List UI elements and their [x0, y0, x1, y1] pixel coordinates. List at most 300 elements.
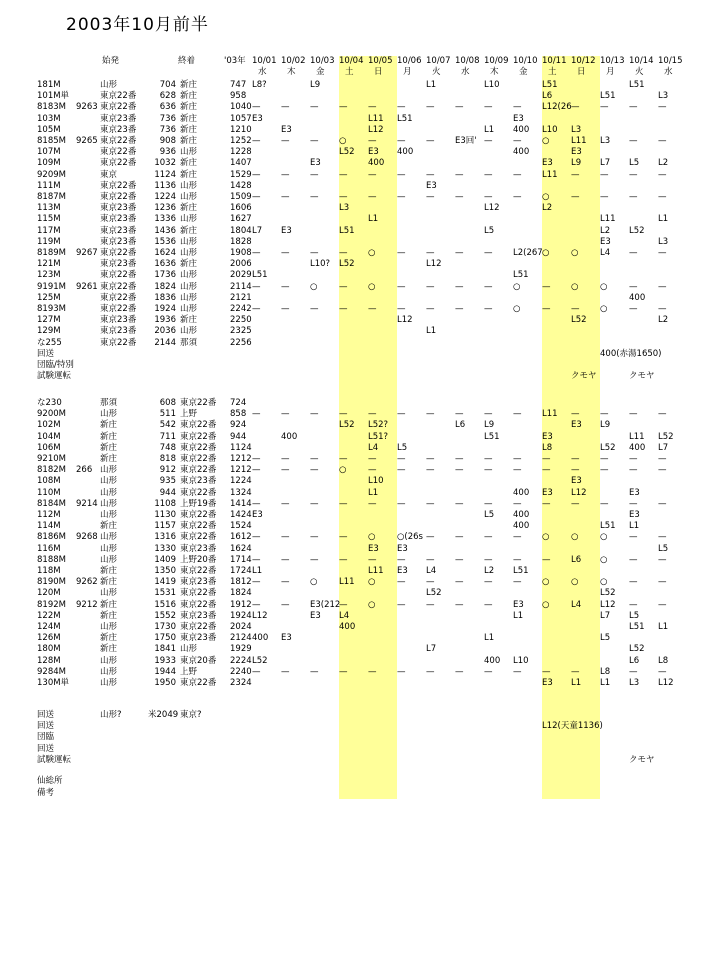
train-number: 125M: [37, 292, 61, 303]
departure-time: 1836: [154, 292, 176, 303]
day-cell: E3: [571, 147, 582, 158]
destination-station: 山形: [180, 644, 198, 655]
day-cell: —: [571, 102, 580, 113]
arrival-time: 1524: [230, 521, 252, 532]
day-cell: L11: [339, 577, 355, 588]
header-origin: 始発: [102, 56, 120, 66]
day-cell: —: [339, 102, 348, 113]
day-cell: —: [455, 599, 464, 610]
day-cell: L2: [542, 203, 553, 214]
day-cell: E3: [542, 678, 553, 688]
day-cell: E3: [397, 566, 408, 576]
train-sub-number: 9268: [76, 532, 98, 543]
day-cell: —: [426, 102, 435, 113]
departure-time: 1944: [154, 666, 176, 677]
day-cell: —: [368, 454, 377, 464]
day-cell: E3: [542, 431, 553, 442]
day-cell: L1: [513, 610, 524, 621]
day-cell: L1: [629, 521, 640, 532]
destination-station: 上野19番: [180, 498, 217, 509]
destination-station: 新庄: [180, 158, 198, 169]
day-cell: —: [397, 136, 406, 146]
header-date: 10/13: [600, 56, 625, 66]
train-number: 8184M: [37, 498, 66, 509]
day-cell: —: [252, 599, 261, 610]
day-cell: L6: [629, 655, 640, 666]
day-cell: —: [571, 409, 580, 420]
train-number: 8185M: [37, 136, 66, 146]
day-cell: L9: [600, 420, 611, 431]
day-cell: —: [658, 532, 667, 543]
day-cell: —: [629, 465, 638, 476]
day-cell: —: [397, 248, 406, 258]
train-number: 123M: [37, 270, 61, 281]
departure-time: 1336: [154, 214, 176, 225]
day-cell: —: [339, 454, 348, 464]
day-cell: —: [600, 192, 609, 202]
departure-time: 2036: [154, 326, 176, 337]
day-cell: L52: [629, 644, 645, 655]
special-label: 回送: [37, 721, 55, 732]
header-date: 10/05: [368, 56, 393, 66]
day-cell: L10: [368, 476, 384, 487]
day-cell: —: [310, 304, 319, 314]
arrival-time: 958: [230, 91, 247, 102]
day-cell: —: [339, 498, 348, 509]
day-cell: —: [397, 666, 406, 677]
day-cell: —: [571, 304, 580, 314]
departure-time: 628: [159, 91, 176, 102]
day-cell: —: [397, 554, 406, 565]
day-cell: 400: [629, 442, 646, 453]
day-cell: L11: [600, 214, 616, 225]
footer-label: 備考: [37, 788, 55, 798]
origin-station: 東京23番: [100, 315, 137, 326]
day-cell: L11: [629, 431, 645, 442]
destination-station: 東京22番: [180, 454, 217, 464]
day-cell: —: [310, 465, 319, 476]
destination-station: 那須: [180, 337, 198, 348]
origin-station: 東京23番: [100, 203, 137, 214]
special-note: クモヤ: [629, 754, 655, 765]
destination-station: 上野: [180, 666, 198, 677]
day-cell: —: [368, 465, 377, 476]
day-cell: L3: [658, 236, 669, 247]
day-cell: L11: [368, 113, 384, 124]
destination-station: 新庄: [180, 124, 198, 135]
day-cell: —: [397, 281, 406, 292]
day-cell: L3: [600, 136, 611, 146]
day-cell: —: [542, 304, 551, 314]
arrival-time: 944: [230, 431, 247, 442]
day-cell: —: [252, 304, 261, 314]
header-weekday: 水: [461, 67, 470, 77]
arrival-time: 1224: [230, 476, 252, 487]
day-cell: L52: [600, 588, 616, 599]
arrival-time: 2325: [230, 326, 252, 337]
train-number: 127M: [37, 315, 61, 326]
day-cell: —: [281, 102, 290, 113]
day-cell: —: [513, 465, 522, 476]
day-cell: L8: [658, 655, 669, 666]
day-cell: L2: [484, 566, 495, 576]
day-cell: L9: [571, 158, 582, 169]
day-cell: —: [484, 136, 493, 146]
day-cell: —: [484, 532, 493, 543]
day-cell: ○: [542, 599, 550, 610]
day-cell: —: [252, 498, 261, 509]
day-cell: ○: [600, 577, 608, 588]
day-cell: —: [281, 465, 290, 476]
day-cell: —: [629, 532, 638, 543]
day-cell: —: [339, 599, 348, 610]
departure-time: 936: [159, 147, 176, 158]
footer-label: 仙総所: [37, 776, 63, 786]
day-cell: —: [484, 599, 493, 610]
day-cell: L3: [339, 203, 350, 214]
departure-time: 1124: [154, 169, 176, 180]
day-cell: L4: [368, 442, 379, 453]
day-cell: ○: [571, 281, 579, 292]
destination-station: 東京22番: [180, 442, 217, 453]
day-cell: —: [426, 554, 435, 565]
day-cell: —: [571, 192, 580, 202]
day-cell: L7: [658, 442, 669, 453]
day-cell: —: [513, 577, 522, 588]
day-cell: —: [513, 498, 522, 509]
origin-station: 新庄: [100, 442, 118, 453]
header-weekday: 月: [606, 67, 615, 77]
day-cell: L1: [426, 326, 437, 337]
day-cell: —: [484, 281, 493, 292]
day-cell: L10: [513, 655, 529, 666]
day-cell: —: [368, 192, 377, 202]
day-cell: L4: [600, 248, 611, 258]
day-cell: E3: [368, 147, 379, 158]
day-cell: —: [629, 136, 638, 146]
day-cell: —: [310, 169, 319, 180]
day-cell: L51: [397, 113, 413, 124]
day-cell: —: [455, 666, 464, 677]
train-number: 121M: [37, 259, 61, 270]
day-cell: —: [368, 666, 377, 677]
train-sub-number: 266: [76, 465, 93, 476]
departure-time: 1936: [154, 315, 176, 326]
day-cell: —: [339, 409, 348, 420]
header-date: 10/10: [513, 56, 538, 66]
destination-station: 山形: [180, 147, 198, 158]
origin-station: 山形: [100, 543, 118, 554]
train-sub-number: 9262: [76, 577, 98, 588]
day-cell: —: [310, 409, 319, 420]
day-cell: L12: [658, 678, 674, 688]
day-cell: —: [310, 248, 319, 258]
day-cell: —: [484, 192, 493, 202]
day-cell: —: [542, 465, 551, 476]
day-cell: —: [658, 102, 667, 113]
origin-station: 山形: [100, 510, 118, 520]
departure-time: 2144: [154, 337, 176, 348]
train-number: 130M単: [37, 678, 70, 688]
day-cell: —: [281, 577, 290, 588]
day-cell: —: [426, 599, 435, 610]
train-number: 117M: [37, 225, 61, 236]
departure-time: 511: [159, 409, 176, 420]
day-cell: —: [455, 281, 464, 292]
header-weekday: 日: [577, 67, 586, 77]
arrival-time: 2114: [230, 281, 252, 292]
arrival-time: 1509: [230, 192, 252, 202]
header-date: 10/15: [658, 56, 683, 66]
special-note: クモヤ: [629, 371, 655, 382]
destination-station: 東京20番: [180, 655, 217, 666]
destination-station: 東京22番: [180, 431, 217, 442]
origin-station: 山形: [100, 532, 118, 543]
day-cell: —: [629, 599, 638, 610]
day-cell: —: [629, 666, 638, 677]
arrival-time: 2029: [230, 270, 252, 281]
day-cell: L7: [600, 158, 611, 169]
origin-station: 東京22番: [100, 158, 137, 169]
day-cell: —: [368, 169, 377, 180]
day-cell: —: [600, 498, 609, 509]
day-cell: L51: [252, 270, 268, 281]
day-cell: ○: [310, 281, 318, 292]
day-cell: E3: [513, 599, 524, 610]
destination-station: 東京22番: [180, 532, 217, 543]
day-cell: —: [658, 454, 667, 464]
departure-time: 1624: [154, 248, 176, 258]
day-cell: —: [281, 454, 290, 464]
header-date: 10/04: [339, 56, 364, 66]
day-cell: L51: [600, 521, 616, 532]
day-cell: —: [397, 169, 406, 180]
origin-station: 山形: [100, 476, 118, 487]
header-date: 10/06: [397, 56, 422, 66]
departure-time: 1157: [154, 521, 176, 532]
destination-station: 山形: [180, 304, 198, 314]
destination-station: 東京22番: [180, 588, 217, 599]
page-title: 2003年10月前半: [66, 15, 209, 35]
destination-station: 上野20番: [180, 554, 217, 565]
day-cell: —: [252, 465, 261, 476]
day-cell: —: [426, 498, 435, 509]
departure-time: 736: [159, 124, 176, 135]
day-cell: L5: [397, 442, 408, 453]
day-cell: —: [368, 409, 377, 420]
day-cell: ○: [513, 281, 521, 292]
train-number: 112M: [37, 510, 61, 520]
day-cell: —: [426, 169, 435, 180]
origin-station: 東京23番: [100, 124, 137, 135]
day-cell: —: [571, 454, 580, 464]
day-cell: —: [484, 248, 493, 258]
day-cell: —: [629, 169, 638, 180]
train-number: 102M: [37, 420, 61, 431]
arrival-time: 1040: [230, 102, 252, 113]
day-cell: L10: [484, 80, 500, 90]
train-number: な230: [37, 398, 62, 408]
day-cell: L11: [542, 409, 558, 420]
day-cell: —: [455, 498, 464, 509]
day-cell: —: [281, 136, 290, 146]
day-cell: L10?: [310, 259, 331, 270]
departure-time: 1636: [154, 259, 176, 270]
train-number: 180M: [37, 644, 61, 655]
day-cell: E3: [252, 510, 263, 520]
arrival-time: 1407: [230, 158, 252, 169]
day-cell: —: [484, 465, 493, 476]
day-cell: —: [397, 465, 406, 476]
day-cell: ○: [368, 532, 376, 543]
origin-station: 東京22番: [100, 136, 137, 146]
origin-station: 山形: [100, 655, 118, 666]
arrival-time: 1124: [230, 442, 252, 453]
day-cell: L7: [600, 610, 611, 621]
destination-station: 東京22番: [180, 510, 217, 520]
day-cell: —: [658, 248, 667, 258]
day-cell: —: [310, 666, 319, 677]
day-cell: —: [339, 666, 348, 677]
day-cell: 400: [513, 124, 530, 135]
day-cell: —: [397, 102, 406, 113]
day-cell: —: [513, 666, 522, 677]
day-cell: —: [629, 409, 638, 420]
day-cell: —: [281, 666, 290, 677]
day-cell: L12(26: [542, 102, 572, 113]
arrival-time: 2124: [230, 633, 252, 644]
day-cell: ○: [368, 577, 376, 588]
day-cell: L52: [339, 147, 355, 158]
arrival-time: 1612: [230, 532, 252, 543]
day-cell: —: [397, 454, 406, 464]
day-cell: —: [426, 532, 435, 543]
header-weekday: 火: [635, 67, 644, 77]
train-number: 108M: [37, 476, 61, 487]
day-cell: L51: [513, 270, 529, 281]
header-date: 10/07: [426, 56, 451, 66]
arrival-time: 1812: [230, 577, 252, 588]
destination-station: 山形: [180, 236, 198, 247]
day-cell: —: [310, 136, 319, 146]
train-number: 9210M: [37, 454, 66, 464]
header-date: 10/08: [455, 56, 480, 66]
day-cell: L7: [252, 225, 263, 236]
day-cell: E3: [310, 610, 321, 621]
day-cell: ○: [368, 248, 376, 258]
day-cell: E3: [571, 420, 582, 431]
day-cell: —: [629, 192, 638, 202]
day-cell: 400: [513, 510, 530, 520]
destination-station: 東京23番: [180, 633, 217, 644]
train-number: 8183M: [37, 102, 66, 113]
header-weekday: 水: [258, 67, 267, 77]
day-cell: E3: [629, 487, 640, 498]
day-cell: —: [426, 281, 435, 292]
day-cell: L1: [368, 487, 379, 498]
departure-time: 1316: [154, 532, 176, 543]
day-cell: —: [252, 666, 261, 677]
day-cell: 400: [368, 158, 385, 169]
origin-station: 山形: [100, 465, 118, 476]
day-cell: 400: [252, 633, 269, 644]
train-number: 8190M: [37, 577, 66, 588]
header-year: '03年: [224, 56, 246, 66]
train-number: 103M: [37, 113, 61, 124]
day-cell: ○: [339, 136, 347, 146]
arrival-time: 858: [230, 409, 247, 420]
day-cell: —: [397, 304, 406, 314]
special-dep: 米2049: [148, 710, 179, 720]
arrival-time: 1724: [230, 566, 252, 576]
departure-time: 908: [159, 136, 176, 146]
destination-station: 東京23番: [180, 610, 217, 621]
day-cell: —: [600, 454, 609, 464]
day-cell: ○: [368, 599, 376, 610]
departure-time: 1350: [154, 566, 176, 576]
departure-time: 736: [159, 113, 176, 124]
train-number: 9191M: [37, 281, 66, 292]
day-cell: —: [281, 599, 290, 610]
destination-station: 東京23番: [180, 543, 217, 554]
train-number: 120M: [37, 588, 61, 599]
departure-time: 1032: [154, 158, 176, 169]
origin-station: 東京22番: [100, 292, 137, 303]
destination-station: 東京22番: [180, 599, 217, 610]
day-cell: —: [252, 554, 261, 565]
day-cell: —: [252, 577, 261, 588]
destination-station: 新庄: [180, 169, 198, 180]
day-cell: —: [397, 192, 406, 202]
origin-station: 東京: [100, 169, 118, 180]
day-cell: L8?: [252, 80, 267, 90]
day-cell: L51: [484, 431, 500, 442]
origin-station: 東京22番: [100, 281, 137, 292]
arrival-time: 1804: [230, 225, 252, 236]
departure-time: 1531: [154, 588, 176, 599]
destination-station: 新庄: [180, 91, 198, 102]
day-cell: L9: [484, 420, 495, 431]
day-cell: L5: [484, 510, 495, 520]
day-cell: —: [513, 532, 522, 543]
day-cell: —: [339, 304, 348, 314]
destination-station: 山形: [180, 192, 198, 202]
header-weekday: 月: [403, 67, 412, 77]
origin-station: 東京23番: [100, 214, 137, 225]
day-cell: ○: [542, 532, 550, 543]
day-cell: —: [629, 248, 638, 258]
day-cell: L8: [542, 442, 553, 453]
day-cell: ○: [542, 248, 550, 258]
day-cell: —: [281, 304, 290, 314]
day-cell: E3: [600, 236, 611, 247]
departure-time: 1136: [154, 180, 176, 191]
origin-station: 山形: [100, 678, 118, 688]
day-cell: —: [629, 102, 638, 113]
day-cell: —: [484, 498, 493, 509]
day-cell: —: [426, 304, 435, 314]
destination-station: 山形: [180, 292, 198, 303]
train-number: 115M: [37, 214, 61, 225]
train-number: な255: [37, 337, 62, 348]
day-cell: —: [455, 465, 464, 476]
arrival-time: 2256: [230, 337, 252, 348]
day-cell: L5: [658, 543, 669, 554]
day-cell: —: [252, 409, 261, 420]
origin-station: 新庄: [100, 431, 118, 442]
day-cell: E3: [397, 543, 408, 554]
header-date: 10/09: [484, 56, 509, 66]
